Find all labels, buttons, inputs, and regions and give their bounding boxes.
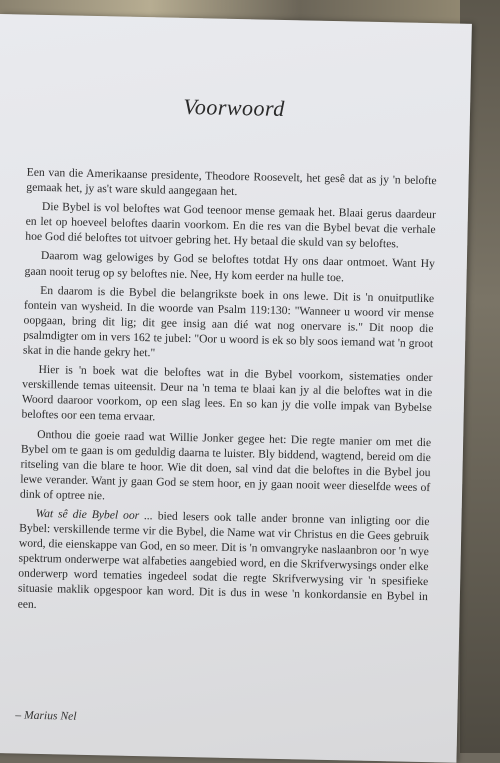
page-title: Voorwoord xyxy=(183,93,286,121)
paragraph-1: Een van die Amerikaanse presidente, Theodore Roosevelt, het gesê dat as jy 'n belofte gemaak het, jy as't ware skuld aangegaan het. xyxy=(26,165,437,199)
paragraph-7-text: bied lesers ook talle ander bronne van inligting oor die Bybel: verskillende terme vir die Bybel, die Name wat vir Christus en die Gees gebruik word, die eienskappe van God, en so meer. Dit is 'n omvangryke naslaanbron oor 'n wye spektrum onderwerpe wat alfabeties aangebied word, en die Skrifverwysings onder elke onderwerp word tematies ingedeel sodat die regte Skrifverwysing vir 'n spesifieke situasie maklik opgespoor kan word. Dit is dus in wese 'n konkordansie en Bybel in een. xyxy=(17,509,430,611)
book-page xyxy=(0,14,472,763)
body-text xyxy=(17,165,436,624)
paragraph-6: Onthou die goeie raad wat Willie Jonker gegee het: Die regte manier om met die Bybel om te gaan is om geduldig daarna te luister. Bly biddend, wagtend, bereid om die ritseling van die blare te hoor. Wie dit doen, sal vind dat die beloftes in die Bybel jou lewe verander. Want jy gaan God se stem hoor, en jy gaan nooit weer dieselfde wees of dink of optree nie. xyxy=(19,427,432,503)
paragraph-4: En daarom is die Bybel die belangrikste boek in ons lewe. Dit is 'n onuitputlike fontein van wysheid. In die woorde van Psalm 119:130: "Wanneer u woord vir mense oopgaan, bring dit lig; dit gee insig aan dié wat nog onervare is." Dit noop die psalmdigter om in vers 162 te jubel: "Oor u woord is ek so bly soos iemand wat 'n groot skat in die hande gekry het." xyxy=(22,283,435,360)
paragraph-3: Daarom wag gelowiges by God se beloftes totdat Hy ons daar ontmoet. Want Hy gaan nooit terug op sy beloftes nie. Nee, Hy kom eerder na hulle toe. xyxy=(24,249,435,284)
paragraph-2: Die Bybel is vol beloftes wat God teenoor mense gemaak het. Blaai gerus daardeur en let op hoeveel beloftes daarin voorkom. En die res van die Bybel bevat die verhale hoe God dié beloftes tot uitvoer gebring het. Hy betaal die skuld van sy beloftes. xyxy=(25,200,437,251)
book-title-inline: Wat sê die Bybel oor ... xyxy=(35,506,153,523)
paragraph-7 xyxy=(17,505,429,619)
paragraph-5: Hier is 'n boek wat die beloftes wat in die Bybel voorkom, sistematies onder verskillende temas uiteensit. Deur na 'n tema te blaai kan jy al die beloftes wat in die Woord daaroor voorkom, op een slag lees. En so kan jy die volle impak van Bybelse beloftes oor een tema ervaar. xyxy=(21,363,433,424)
author-signature: – Marius Nel xyxy=(15,708,77,723)
